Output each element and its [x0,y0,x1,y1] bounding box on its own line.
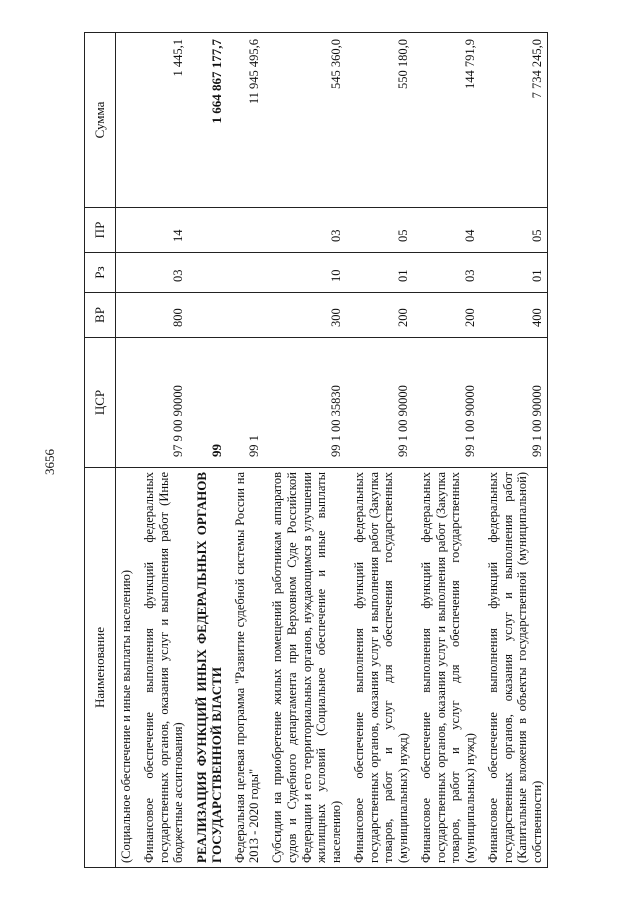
header-vr: ВР [85,293,116,338]
table-row [480,33,548,868]
cell-sum: 7 734 245,0 [480,33,548,208]
page-number: 3656 [42,449,57,475]
cell-csr: 99 [188,338,227,468]
cell-sum: 1 445,1 [136,33,188,208]
cell-name: Финансовое обеспечение выполнения функций федеральных государственных органов, оказания услуг и выполнения работ (Закупка товаров, работ и услуг для обеспечения государственных (муниципальных) нужд) [346,468,413,868]
cell-csr [116,338,136,468]
table-body [116,33,548,868]
cell-vr [116,293,136,338]
cell-vr: 200 [413,293,480,338]
cell-rz: 10 [264,253,346,293]
cell-name: Финансовое обеспечение выполнения функций федеральных государственных органов, оказания услуг и выполнения работ (Закупка товаров, работ и услуг для обеспечения государственных (муниципальных) нужд) [413,468,480,868]
header-sum: Сумма [85,33,116,208]
table-row [346,33,413,868]
cell-rz: 01 [480,253,548,293]
cell-sum: 144 791,9 [413,33,480,208]
cell-name: РЕАЛИЗАЦИЯ ФУНКЦИЙ ИНЫХ ФЕДЕРАЛЬНЫХ ОРГАНОВ ГОСУДАРСТВЕННОЙ ВЛАСТИ [188,468,227,868]
cell-csr: 97 9 00 90000 [136,338,188,468]
cell-csr: 99 1 00 90000 [480,338,548,468]
cell-pr: 14 [136,208,188,253]
cell-name: Финансовое обеспечение выполнения функций федеральных государственных органов, оказания услуг и выполнения работ (Иные бюджетные ассигнования) [136,468,188,868]
cell-rz [188,253,227,293]
cell-sum: 1 664 867 177,7 [188,33,227,208]
cell-vr: 400 [480,293,548,338]
cell-sum: 11 945 495,6 [227,33,265,208]
header-name: Наименование [85,468,116,868]
cell-vr: 200 [346,293,413,338]
cell-pr [227,208,265,253]
header-pr: ПР [85,208,116,253]
cell-vr: 800 [136,293,188,338]
cell-rz [227,253,265,293]
table-row [227,33,265,868]
cell-pr: 05 [346,208,413,253]
cell-name: (Социальное обеспечение и иные выплаты населению) [116,468,136,868]
cell-name: Федеральная целевая программа "Развитие судебной системы России на 2013 - 2020 годы" [227,468,265,868]
budget-table [84,32,548,868]
cell-rz [116,253,136,293]
cell-pr: 04 [413,208,480,253]
cell-pr: 05 [480,208,548,253]
cell-name: Финансовое обеспечение выполнения функций федеральных государственных органов, оказания услуг и выполнения работ (Капитальные вложения в объекты государственной (муниципальной) собственности) [480,468,548,868]
cell-csr: 99 1 00 35830 [264,338,346,468]
cell-sum: 550 180,0 [346,33,413,208]
cell-sum: 545 360,0 [264,33,346,208]
cell-vr [188,293,227,338]
header-rz: Рз [85,253,116,293]
cell-pr: 03 [264,208,346,253]
table-header-row [85,33,116,868]
cell-vr [227,293,265,338]
cell-pr [188,208,227,253]
cell-pr [116,208,136,253]
table-row [116,33,136,868]
table-row [264,33,346,868]
cell-csr: 99 1 00 90000 [413,338,480,468]
rotated-table-wrapper [84,33,612,868]
cell-csr: 99 1 00 90000 [346,338,413,468]
cell-csr: 99 1 [227,338,265,468]
header-csr: ЦСР [85,338,116,468]
cell-rz: 03 [413,253,480,293]
cell-vr: 300 [264,293,346,338]
table-row [136,33,188,868]
cell-rz: 01 [346,253,413,293]
cell-sum [116,33,136,208]
cell-rz: 03 [136,253,188,293]
table-row [188,33,227,868]
cell-name: Субсидии на приобретение жилых помещений работникам аппаратов судов и Судебного департамента при Верховном Суде Российской Федерации и его территориальных органов, нуждающимся в улучшении жилищных условий (Социальное обеспечение и иные выплаты населению) [264,468,346,868]
table-row [413,33,480,868]
